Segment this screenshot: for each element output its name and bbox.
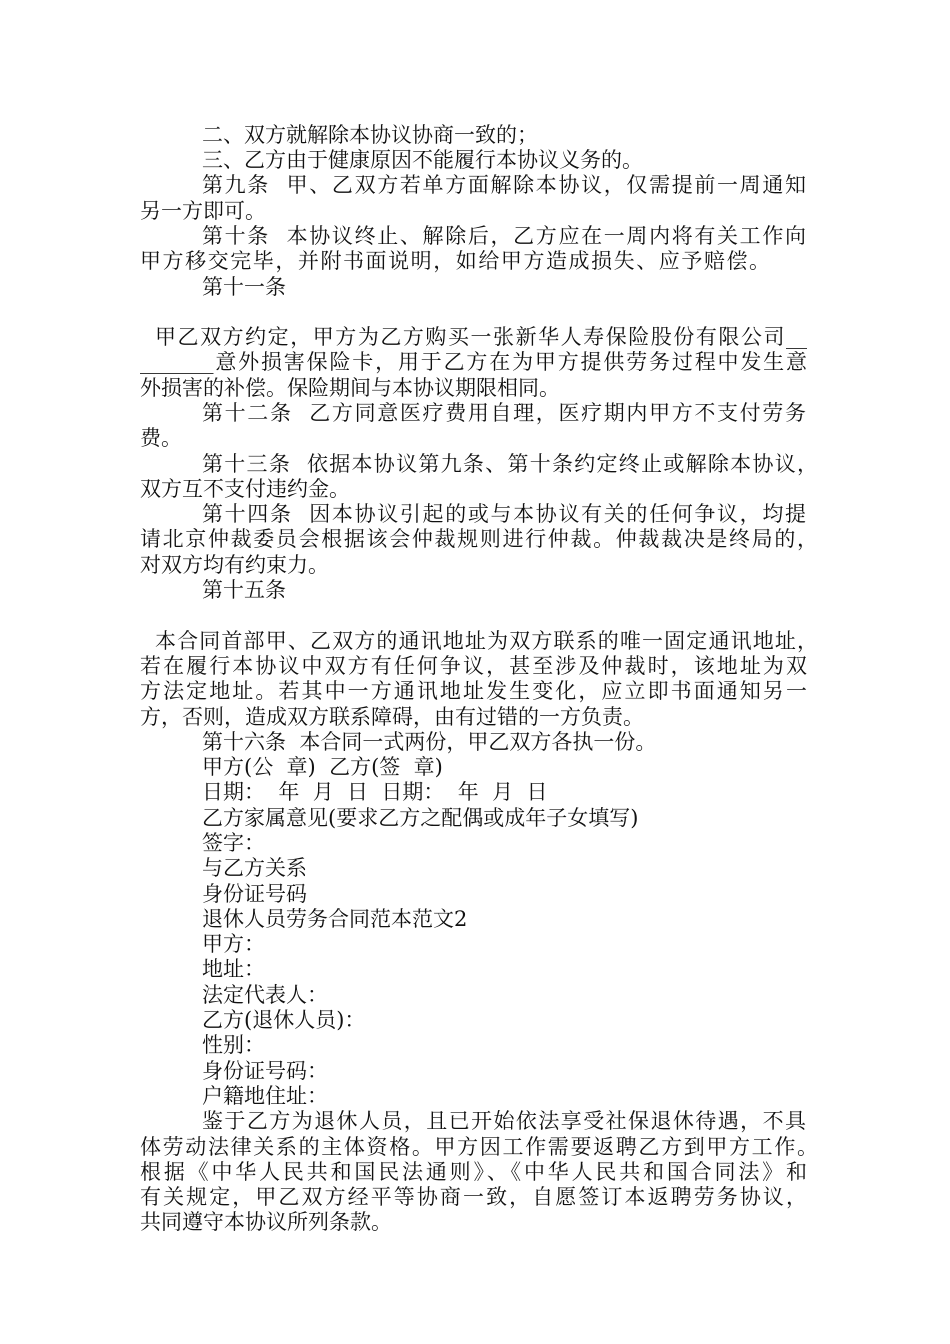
text-line: 有关规定，甲乙双方经平等协商一致，自愿签订本返聘劳务协议， — [140, 1185, 807, 1209]
document-title: 退休人员劳务合同范本范文2 — [202, 907, 468, 931]
text-line: 第十六条 本合同一式两份，甲乙双方各执一份。 — [202, 730, 657, 754]
text-line: 共同遵守本协议所列条款。 — [140, 1210, 392, 1234]
text-line: 另一方即可。 — [140, 199, 266, 223]
form-field-label: 法定代表人： — [202, 983, 328, 1007]
text-line: 若在履行本协议中双方有任何争议，甚至涉及仲裁时，该地址为双 — [140, 654, 807, 678]
text-line: 方，否则，造成双方联系障碍，由有过错的一方负责。 — [140, 705, 644, 729]
text-line: 对双方均有约束力。 — [140, 553, 329, 577]
date-line: 日期： 年 月 日 日期： 年 月 日 — [202, 780, 548, 804]
text-line: 方法定地址。若其中一方通讯地址发生变化，应立即书面通知另一 — [140, 679, 807, 703]
text-line: 第十四条 因本协议引起的或与本协议有关的任何争议，均提 — [202, 502, 806, 526]
form-field-label: 乙方(退休人员)： — [202, 1008, 366, 1032]
text-line: 费。 — [140, 426, 182, 450]
form-field-label: 地址： — [202, 957, 265, 981]
text-line: 第十二条 乙方同意医疗费用自理，医疗期内甲方不支付劳务 — [202, 401, 806, 425]
text-line: 第十三条 依据本协议第九条、第十条约定终止或解除本协议， — [202, 452, 818, 476]
text-line: 鉴于乙方为退休人员，且已开始依法享受社保退休待遇，不具 — [202, 1109, 806, 1133]
text-line: 请北京仲裁委员会根据该会仲裁规则进行仲裁。仲裁裁决是终局的， — [140, 527, 818, 551]
form-field-label: 身份证号码 — [202, 882, 307, 906]
section-heading: 第十五条 — [202, 578, 286, 602]
text-line: 第九条 甲、乙双方若单方面解除本协议，仅需提前一周通知 — [202, 173, 806, 197]
text-line: 乙方家属意见(要求乙方之配偶或成年子女填写) — [202, 806, 639, 830]
form-field-label: 性别： — [202, 1033, 265, 1057]
text-line: 根据《中华人民共和国民法通则》、《中华人民共和国合同法》和 — [140, 1160, 807, 1184]
text-line: 本合同首部甲、乙双方的通讯地址为双方联系的唯一固定通讯地址， — [155, 629, 818, 653]
text-line: 甲方移交完毕，并附书面说明，如给甲方造成损失、应予赔偿。 — [140, 249, 770, 273]
form-field-label: 甲方： — [202, 932, 265, 956]
form-field-label: 签字： — [202, 831, 265, 855]
text-line: 甲乙双方约定，甲方为乙方购买一张新华人寿保险股份有限公司__ — [155, 325, 807, 349]
form-field-label: 户籍地住址： — [202, 1084, 328, 1108]
section-heading: 第十一条 — [202, 275, 286, 299]
signature-line: 甲方(公 章) 乙方(签 章) — [202, 755, 443, 779]
text-line: 双方互不支付违约金。 — [140, 477, 350, 501]
text-line: 三、乙方由于健康原因不能履行本协议义务的。 — [202, 148, 643, 172]
text-line: 体劳动法律关系的主体资格。甲方因工作需要返聘乙方到甲方工作。 — [140, 1135, 818, 1159]
text-line: _______意外损害保险卡，用于乙方在为甲方提供劳务过程中发生意 — [140, 350, 807, 374]
text-line: 二、双方就解除本协议协商一致的； — [202, 123, 538, 147]
text-line: 外损害的补偿。保险期间与本协议期限相同。 — [140, 376, 560, 400]
form-field-label: 身份证号码： — [202, 1059, 328, 1083]
text-line: 第十条 本协议终止、解除后，乙方应在一周内将有关工作向 — [202, 224, 806, 248]
form-field-label: 与乙方关系 — [202, 856, 307, 880]
